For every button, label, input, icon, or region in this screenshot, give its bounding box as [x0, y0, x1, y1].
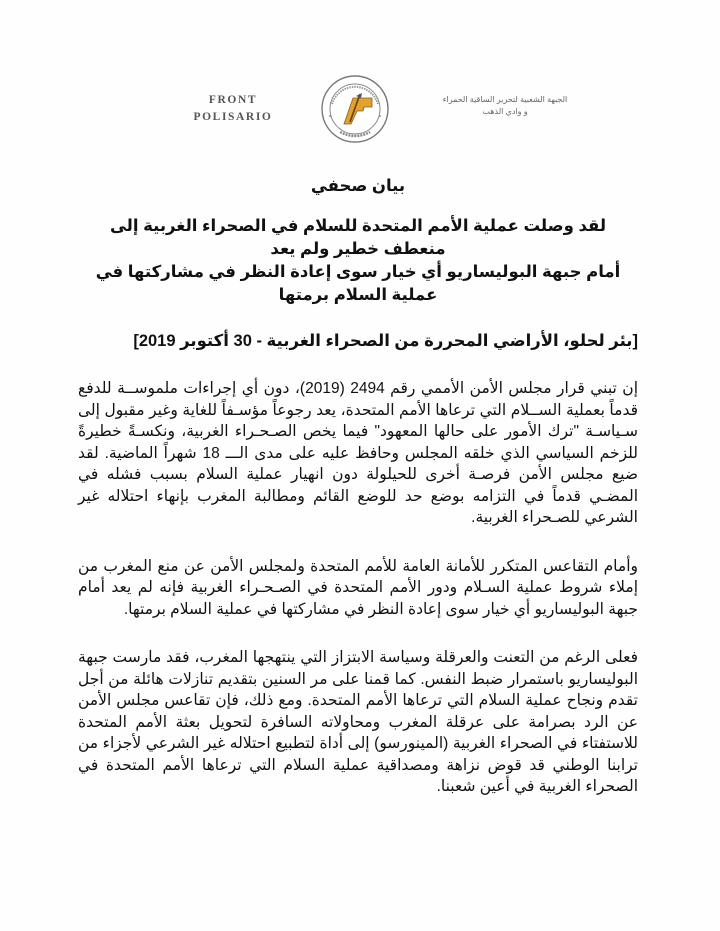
paragraph-3: فعلى الرغم من التعنت والعرقلة وسياسة الابتزاز التي ينتهجها المغرب، فقد مارست جبهة البوليساريو باستمرار ضبط النفس. كما قمنا على مر السنين بتقديم تنازلات هائلة من أجل تقدم ونجاح عملية السلام التي ترعاها الأمم المتحدة. ومع ذلك، فإن تقاعس مجلس الأمن عن الرد بصرامة على عرقلة المغرب ومحاولاته السافرة لتحويل بعثة الأمم المتحدة للاستفتاء في الصحراء الغربية (المينورسو) إلى أداة لتطبيع احتلاله غير الشرعي لأجزاء من ترابنا الوطني قد قوض نزاهة ومصداقية عملية السلام التي ترعاها الأمم المتحدة في الصحراء الغربية في أعين شعبنا. — [78, 649, 638, 795]
headline — [78, 215, 638, 307]
brand-arabic-line2: و وادي الذهب — [482, 107, 528, 116]
brand-latin-line1: FRONT — [208, 94, 258, 106]
dateline: [بئر لحلو، الأراضي المحررة من الصحراء الغربية - 30 أكتوبر 2019] — [133, 332, 638, 350]
letterhead — [160, 62, 580, 152]
paragraph-1: إن تبني قرار مجلس الأمن الأممي رقم 2494 (2019)، دون أي إجراءات ملموســة للدفع قدماً بعملية الســلام التي ترعاها الأمم المتحدة، يعد رجوعاً مؤسـفاً للغاية وغير مقبول إلى سـياسـة "ترك الأمور على حالها المعهود" فيما يخص الصـحـراء الغربية، ونكسـةً خطيرةً للزخم السياسي الذي خلقه المجلس وحافظ عليه على مدى الـــ 18 شهراً الماضية. لقد ضيع مجلس الأمن فرصـة أخرى للحيلولة دون انهيار عملية السلام بسبب فشله في المضـي قدماً في التزامه بوضع حد للوضع القائم ومطالبة المغرب بإنهاء احتلاله غير الشرعي للصـحراء الغربية. — [78, 380, 639, 526]
brand-arabic-line1: الجبهة الشعبية لتحرير الساقية الحمراء — [442, 95, 568, 104]
emblem-dot-left — [329, 115, 331, 117]
brand-latin-line2: POLISARIO — [193, 111, 273, 123]
headline-line-2: أمام جبهة البوليساريو أي خيار سوى إعادة النظر في مشاركتها في عملية السلام برمتها — [95, 263, 621, 304]
emblem-dot-right — [379, 115, 381, 117]
headline-line-1: لقد وصلت عملية الأمم المتحدة للسلام في الصحراء الغربية إلى منعطف خطير ولم يعد — [109, 217, 607, 258]
press-release-body — [78, 175, 638, 798]
document-title: بيان صحفي — [310, 177, 406, 195]
brand-arabic-name — [430, 94, 580, 118]
polisario-emblem-icon — [320, 74, 390, 144]
paragraph-2: وأمام التقاعس المتكرر للأمانة العامة للأمم المتحدة ولمجلس الأمن عن منع المغرب من إملاء شروط عملية السـلام ودور الأمم المتحدة في الصـحـراء الغربية فإنه لم يعد أمام جبهة البوليساريو أي خيار سوى إعادة النظر في مشاركتها في عملية السلام برمتها. — [78, 557, 638, 618]
brand-latin-name — [188, 92, 278, 126]
